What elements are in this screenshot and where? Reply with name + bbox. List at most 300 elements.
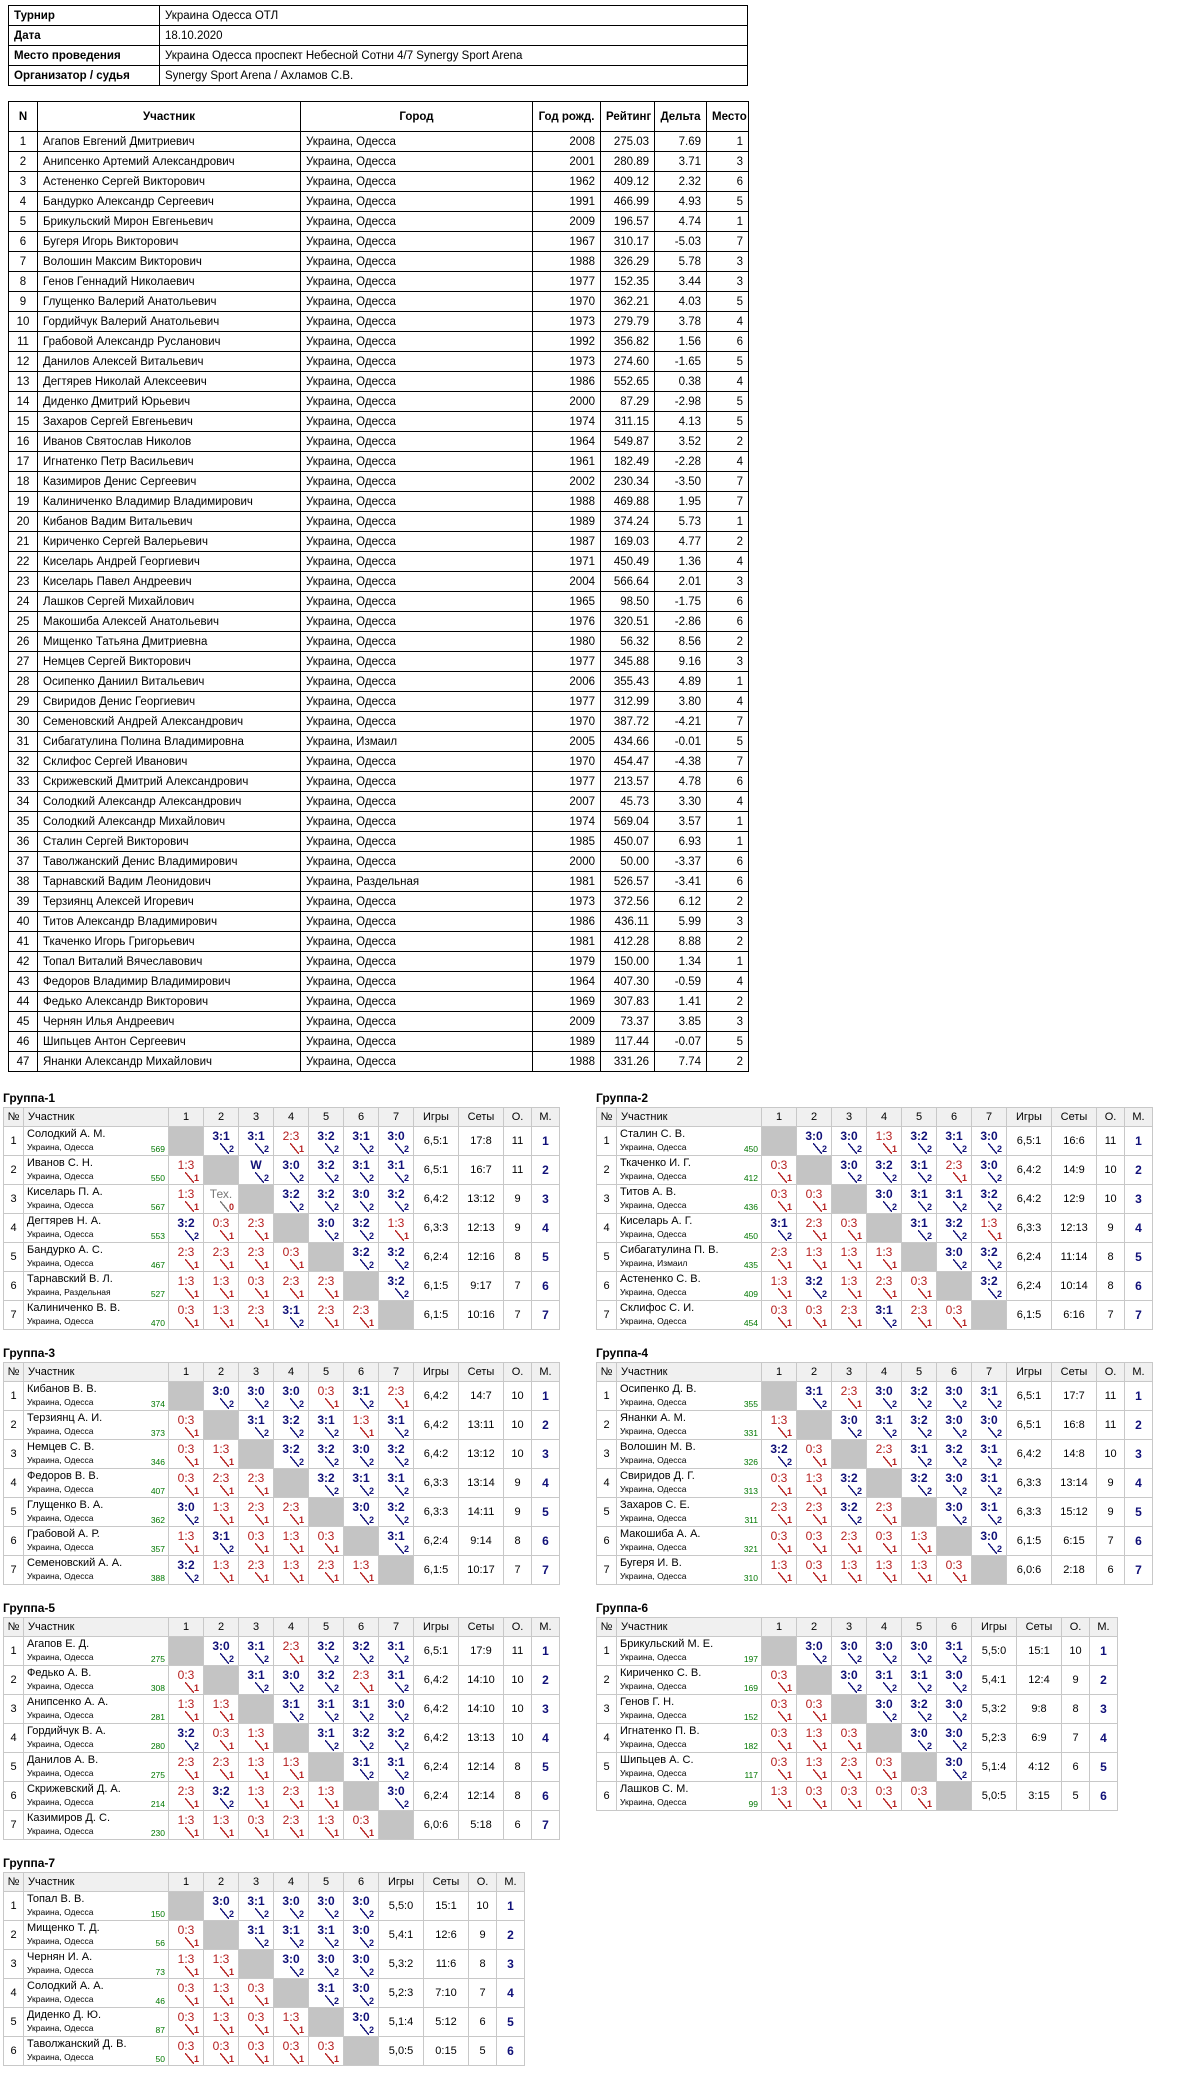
match-score: 3:1 — [352, 1471, 370, 1485]
games-value: 6,1:5 — [414, 1272, 459, 1301]
score-divider — [953, 1172, 962, 1183]
points-value: 9 — [1097, 1214, 1125, 1243]
participant-cell: Украина, Одесса — [301, 812, 533, 832]
match-points: 1 — [891, 1799, 897, 1809]
participant-row — [9, 272, 749, 292]
player-city: Украина, Одесса — [620, 1513, 687, 1523]
match-points: 2 — [961, 1231, 967, 1241]
points-value: 10 — [504, 1440, 532, 1469]
score-divider — [290, 1514, 299, 1525]
info-key: Место проведения — [9, 46, 160, 66]
player-name: Солодкий А. А. — [27, 1980, 104, 1992]
group-player-row — [4, 1637, 560, 1666]
match-points: 1 — [263, 1318, 269, 1328]
match-score: 3:0 — [945, 1668, 963, 1682]
match-score: 3:1 — [352, 1384, 370, 1398]
match-points: 1 — [193, 1799, 199, 1809]
participant-cell: Украина, Одесса — [301, 472, 533, 492]
match-result — [379, 1527, 414, 1556]
match-result — [379, 1724, 414, 1753]
match-score: 0:3 — [177, 2039, 195, 2053]
match-points: 2 — [368, 1654, 374, 1664]
group-6 — [596, 1600, 1118, 1811]
player-cell — [617, 1498, 762, 1527]
participant-cell: 2.01 — [655, 572, 707, 592]
match-score: 2:3 — [282, 1639, 300, 1653]
player-name: Киселарь П. А. — [27, 1186, 103, 1198]
opponent-number-header: 4 — [867, 1618, 902, 1637]
player-city: Украина, Одесса — [620, 1142, 687, 1152]
match-points: 2 — [298, 1202, 304, 1212]
player-rating: 56 — [155, 1938, 165, 1948]
match-result — [832, 1301, 867, 1330]
match-result — [274, 1156, 309, 1185]
score-divider — [883, 1514, 892, 1525]
participant-cell: Кириченко Сергей Валерьевич — [38, 532, 301, 552]
player-city: Украина, Одесса — [27, 1200, 94, 1210]
participant-cell: 1964 — [533, 972, 601, 992]
match-points: 1 — [193, 1712, 199, 1722]
games-value: 6,2:4 — [414, 1243, 459, 1272]
score-divider — [395, 1230, 404, 1241]
match-result — [344, 1127, 379, 1156]
player-number: 1 — [597, 1382, 617, 1411]
score-divider — [918, 1798, 927, 1809]
match-score: 3:2 — [352, 1639, 370, 1653]
score-divider — [395, 1485, 404, 1496]
score-divider — [918, 1653, 927, 1664]
info-row — [9, 66, 748, 86]
group-player-row — [597, 1469, 1153, 1498]
score-divider — [185, 1740, 194, 1751]
match-points: 2 — [403, 1260, 409, 1270]
match-score: 0:3 — [910, 1274, 928, 1288]
score-divider — [290, 1653, 299, 1664]
score-divider — [325, 2053, 334, 2064]
points-header: О. — [469, 1873, 497, 1892]
match-points: 1 — [193, 1683, 199, 1693]
place-value: 7 — [532, 1556, 560, 1585]
player-name: Гордийчук В. А. — [27, 1725, 106, 1737]
score-divider — [255, 1143, 264, 1154]
place-value: 4 — [532, 1469, 560, 1498]
participant-cell: Украина, Одесса — [301, 332, 533, 352]
player-rating: 436 — [743, 1202, 758, 1212]
participant-cell: Украина, Одесса — [301, 752, 533, 772]
match-result — [169, 1214, 204, 1243]
opponent-number-header: 5 — [902, 1363, 937, 1382]
participant-cell: 27 — [9, 652, 38, 672]
opponent-number-header: 2 — [797, 1363, 832, 1382]
participant-cell: Киселарь Андрей Георгиевич — [38, 552, 301, 572]
match-score: 3:1 — [387, 1471, 405, 1485]
match-score: 3:2 — [875, 1158, 893, 1172]
points-header: О. — [1097, 1108, 1125, 1127]
opponent-number-header: 6 — [937, 1108, 972, 1127]
match-result — [937, 1556, 972, 1585]
match-points: 1 — [891, 1544, 897, 1554]
sets-value: 13:14 — [459, 1469, 504, 1498]
participant-cell: 14 — [9, 392, 38, 412]
match-result — [344, 1695, 379, 1724]
match-result — [169, 1811, 204, 1840]
match-points: 1 — [193, 1486, 199, 1496]
self-cell — [902, 1498, 937, 1527]
score-divider — [290, 1769, 299, 1780]
match-points: 2 — [263, 1654, 269, 1664]
participant-cell: Украина, Одесса — [301, 1052, 533, 1072]
participant-cell: 230.34 — [601, 472, 655, 492]
score-divider — [325, 1798, 334, 1809]
participant-row — [9, 192, 749, 212]
match-result — [867, 1498, 902, 1527]
participant-cell: 4 — [707, 312, 749, 332]
player-name: Чернян И. А. — [27, 1951, 93, 1963]
match-score: 2:3 — [945, 1158, 963, 1172]
participant-cell: 345.88 — [601, 652, 655, 672]
match-result — [204, 1382, 239, 1411]
player-number: 2 — [4, 1156, 24, 1185]
participant-cell: Агапов Евгений Дмитриевич — [38, 132, 301, 152]
match-score: 3:0 — [980, 1529, 998, 1543]
player-number: 6 — [4, 1272, 24, 1301]
match-score: 2:3 — [247, 1471, 265, 1485]
match-points: 2 — [263, 1144, 269, 1154]
participant-cell: Склифос Сергей Иванович — [38, 752, 301, 772]
sets-value: 17:9 — [459, 1637, 504, 1666]
place-value: 3 — [1090, 1695, 1118, 1724]
player-rating: 275 — [150, 1770, 165, 1780]
match-points: 1 — [193, 1457, 199, 1467]
score-divider — [255, 1572, 264, 1583]
group-header-row — [4, 1363, 560, 1382]
score-divider — [848, 1259, 857, 1270]
score-divider — [918, 1682, 927, 1693]
match-result — [937, 1440, 972, 1469]
match-points: 2 — [926, 1202, 932, 1212]
score-divider — [918, 1143, 927, 1154]
match-points: 1 — [333, 1544, 339, 1554]
points-value: 10 — [504, 1411, 532, 1440]
match-score: 0:3 — [317, 1384, 335, 1398]
self-cell — [239, 1950, 274, 1979]
match-result — [902, 1469, 937, 1498]
player-number: 7 — [597, 1301, 617, 1330]
score-divider — [988, 1259, 997, 1270]
group-player-row — [597, 1666, 1118, 1695]
score-divider — [953, 1230, 962, 1241]
participant-cell: 2000 — [533, 852, 601, 872]
match-result — [309, 1527, 344, 1556]
player-rating: 553 — [150, 1231, 165, 1241]
match-points: 1 — [228, 1260, 234, 1270]
player-header: Участник — [24, 1873, 169, 1892]
group-player-row — [597, 1527, 1153, 1556]
match-score: 3:1 — [387, 1639, 405, 1653]
opponent-number-header: 1 — [762, 1363, 797, 1382]
opponent-number-header: 1 — [169, 1108, 204, 1127]
score-divider — [883, 1572, 892, 1583]
score-divider — [953, 1427, 962, 1438]
score-divider — [185, 1682, 194, 1693]
participant-row — [9, 812, 749, 832]
player-name: Сталин С. В. — [620, 1128, 686, 1140]
match-score: 3:1 — [317, 1923, 335, 1937]
player-number: 4 — [597, 1724, 617, 1753]
match-points: 2 — [961, 1202, 967, 1212]
self-cell — [309, 1243, 344, 1272]
match-points: 2 — [368, 1260, 374, 1270]
sets-value: 17:8 — [459, 1127, 504, 1156]
match-result — [797, 1724, 832, 1753]
info-row — [9, 46, 748, 66]
match-points: 2 — [926, 1654, 932, 1664]
participant-cell: 1977 — [533, 692, 601, 712]
match-score: 1:3 — [247, 1726, 265, 1740]
self-cell — [274, 1724, 309, 1753]
sets-value: 6:15 — [1052, 1527, 1097, 1556]
place-header: М. — [532, 1363, 560, 1382]
self-cell — [169, 1892, 204, 1921]
group-player-row — [597, 1185, 1153, 1214]
match-result — [239, 1127, 274, 1156]
participant-cell: 1 — [707, 512, 749, 532]
participant-cell: 6 — [707, 592, 749, 612]
match-points: 1 — [228, 1318, 234, 1328]
score-divider — [360, 1398, 369, 1409]
match-points: 2 — [403, 1799, 409, 1809]
participant-cell: Украина, Одесса — [301, 552, 533, 572]
score-divider — [953, 1143, 962, 1154]
match-result — [309, 1156, 344, 1185]
score-divider — [360, 1485, 369, 1496]
score-divider — [185, 1514, 194, 1525]
match-points: 2 — [856, 1144, 862, 1154]
match-result — [309, 1811, 344, 1840]
score-divider — [220, 1143, 229, 1154]
match-points: 2 — [333, 1683, 339, 1693]
group-title: Группа-1 — [3, 1091, 56, 1105]
match-score: 0:3 — [770, 1697, 788, 1711]
participant-cell: Украина, Одесса — [301, 952, 533, 972]
match-points: 2 — [298, 1428, 304, 1438]
match-result — [239, 1214, 274, 1243]
games-value: 6,4:2 — [414, 1695, 459, 1724]
participant-cell: Диденко Дмитрий Юрьевич — [38, 392, 301, 412]
opponent-number-header: 6 — [937, 1363, 972, 1382]
opponent-number-header: 5 — [309, 1108, 344, 1127]
score-divider — [395, 1288, 404, 1299]
participant-cell: 4 — [707, 372, 749, 392]
match-points: 1 — [263, 1289, 269, 1299]
match-result — [972, 1185, 1007, 1214]
place-value: 2 — [532, 1411, 560, 1440]
participant-cell: 1992 — [533, 332, 601, 352]
match-score: 1:3 — [177, 1813, 195, 1827]
match-points: 1 — [298, 1144, 304, 1154]
group-player-row — [4, 1498, 560, 1527]
match-points: 1 — [821, 1486, 827, 1496]
games-value: 6,5:1 — [414, 1637, 459, 1666]
participant-cell: 40 — [9, 912, 38, 932]
points-value: 10 — [1097, 1440, 1125, 1469]
column-header: Город — [301, 102, 533, 132]
match-score: 0:3 — [805, 1529, 823, 1543]
participant-cell: Украина, Одесса — [301, 572, 533, 592]
match-score: 0:3 — [352, 1813, 370, 1827]
match-score: 3:0 — [212, 1384, 230, 1398]
place-value: 2 — [1125, 1411, 1153, 1440]
match-points: 1 — [786, 1173, 792, 1183]
score-divider — [325, 1682, 334, 1693]
score-divider — [988, 1456, 997, 1467]
match-points: 2 — [926, 1231, 932, 1241]
match-result — [937, 1724, 972, 1753]
self-cell — [902, 1753, 937, 1782]
player-rating: 310 — [743, 1573, 758, 1583]
match-points: 1 — [333, 1318, 339, 1328]
match-points: 1 — [333, 1573, 339, 1583]
match-points: 2 — [298, 1909, 304, 1919]
player-name: Тарнавский В. Л. — [27, 1273, 113, 1285]
match-points: 1 — [333, 1799, 339, 1809]
match-points: 2 — [298, 1712, 304, 1722]
self-cell — [867, 1724, 902, 1753]
match-points: 2 — [368, 1967, 374, 1977]
participant-row — [9, 412, 749, 432]
player-cell — [617, 1753, 762, 1782]
player-number: 5 — [4, 1753, 24, 1782]
group-7 — [3, 1855, 525, 2066]
participant-row — [9, 552, 749, 572]
participant-cell: 26 — [9, 632, 38, 652]
player-cell — [24, 1440, 169, 1469]
score-divider — [255, 1230, 264, 1241]
match-score: 3:0 — [352, 2010, 370, 2024]
score-divider — [883, 1653, 892, 1664]
info-key: Турнир — [9, 6, 160, 26]
score-divider — [848, 1653, 857, 1664]
match-result — [239, 1156, 274, 1185]
player-cell — [617, 1272, 762, 1301]
player-cell — [24, 1892, 169, 1921]
points-value: 10 — [1097, 1156, 1125, 1185]
match-result — [797, 1556, 832, 1585]
match-score: 2:3 — [770, 1500, 788, 1514]
match-result — [867, 1637, 902, 1666]
match-result — [204, 1695, 239, 1724]
sets-value: 16:7 — [459, 1156, 504, 1185]
player-city: Украина, Одесса — [620, 1681, 687, 1691]
score-divider — [848, 1769, 857, 1780]
score-divider — [883, 1259, 892, 1270]
participant-row — [9, 492, 749, 512]
match-points: 1 — [263, 1544, 269, 1554]
games-header: Игры — [379, 1873, 424, 1892]
match-score: 3:2 — [910, 1129, 928, 1143]
participant-cell: 2005 — [533, 732, 601, 752]
participant-cell: Украина, Одесса — [301, 792, 533, 812]
sets-value: 13:12 — [459, 1440, 504, 1469]
match-points: 2 — [368, 1231, 374, 1241]
match-points: 1 — [298, 1770, 304, 1780]
participant-cell: Украина, Одесса — [301, 412, 533, 432]
player-city: Украина, Одесса — [27, 1542, 94, 1552]
player-cell — [24, 2037, 169, 2066]
participant-cell: -4.38 — [655, 752, 707, 772]
participant-cell: Украина, Одесса — [301, 452, 533, 472]
player-city: Украина, Одесса — [27, 1513, 94, 1523]
match-result — [902, 1782, 937, 1811]
score-divider — [813, 1514, 822, 1525]
participant-cell: 3 — [9, 172, 38, 192]
score-divider — [395, 1711, 404, 1722]
participant-cell: 19 — [9, 492, 38, 512]
score-divider — [778, 1682, 787, 1693]
match-points: 2 — [298, 1683, 304, 1693]
match-points: 2 — [403, 1428, 409, 1438]
score-divider — [255, 1827, 264, 1838]
participant-cell: 2004 — [533, 572, 601, 592]
match-points: 2 — [996, 1515, 1002, 1525]
points-value: 8 — [1097, 1272, 1125, 1301]
player-cell — [617, 1637, 762, 1666]
match-score: 3:2 — [980, 1187, 998, 1201]
score-divider — [220, 1798, 229, 1809]
score-divider — [255, 1798, 264, 1809]
match-points: 2 — [403, 1173, 409, 1183]
group-player-row — [597, 1272, 1153, 1301]
match-score: 1:3 — [770, 1784, 788, 1798]
self-cell — [204, 1156, 239, 1185]
score-divider — [325, 1230, 334, 1241]
participant-row — [9, 852, 749, 872]
group-table — [596, 1362, 1153, 1585]
match-points: 1 — [228, 1828, 234, 1838]
score-divider — [220, 1827, 229, 1838]
player-name: Генов Г. Н. — [620, 1696, 675, 1708]
match-result — [169, 1666, 204, 1695]
participant-cell: Ткаченко Игорь Григорьевич — [38, 932, 301, 952]
player-name: Федько А. В. — [27, 1667, 92, 1679]
match-result — [239, 1921, 274, 1950]
participant-cell: Киселарь Павел Андреевич — [38, 572, 301, 592]
match-score: 3:1 — [212, 1529, 230, 1543]
participant-cell: Украина, Одесса — [301, 992, 533, 1012]
match-points: 1 — [263, 1996, 269, 2006]
sets-value: 12:14 — [459, 1782, 504, 1811]
sets-value: 0:15 — [424, 2037, 469, 2066]
opponent-number-header: 7 — [972, 1108, 1007, 1127]
match-score: 3:2 — [387, 1442, 405, 1456]
group-player-row — [597, 1301, 1153, 1330]
participant-row — [9, 312, 749, 332]
score-divider — [395, 1172, 404, 1183]
num-header: № — [597, 1618, 617, 1637]
participant-cell: Бандурко Александр Сергеевич — [38, 192, 301, 212]
match-result — [937, 1301, 972, 1330]
group-player-row — [4, 1156, 560, 1185]
group-header-row — [4, 1873, 525, 1892]
place-value: 2 — [532, 1156, 560, 1185]
player-number: 4 — [597, 1469, 617, 1498]
match-score: 3:2 — [282, 1442, 300, 1456]
match-result — [762, 1556, 797, 1585]
match-result — [169, 1498, 204, 1527]
match-points: 1 — [926, 1544, 932, 1554]
match-result — [902, 1411, 937, 1440]
participant-cell: 6 — [707, 872, 749, 892]
